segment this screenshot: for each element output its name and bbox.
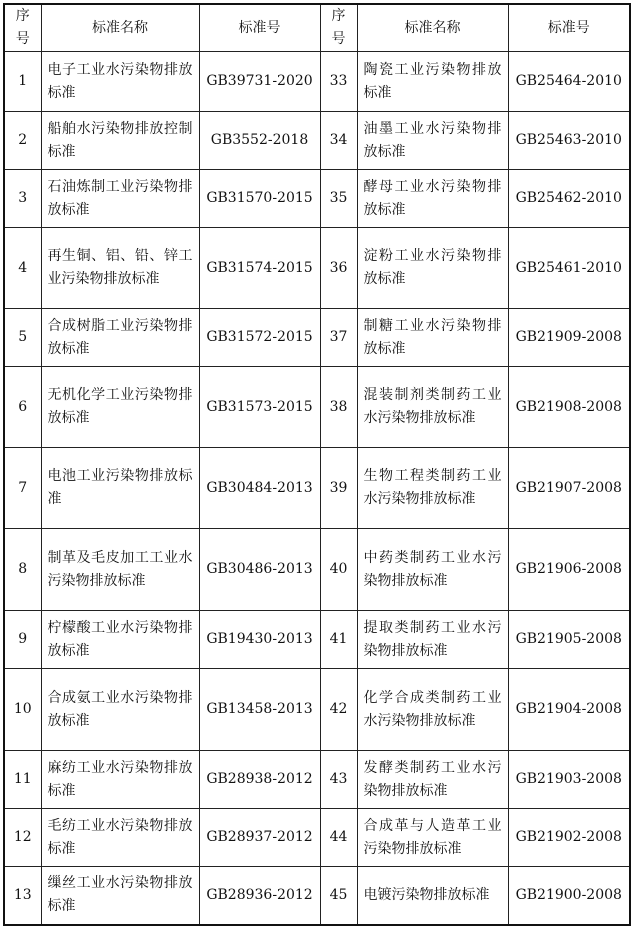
table-row	[4, 170, 630, 228]
header-code: 标准号	[199, 4, 320, 52]
table-row	[4, 367, 630, 448]
standard-code: GB19430-2013	[199, 611, 320, 669]
row-index-right: 41	[320, 611, 357, 669]
table-row	[4, 529, 630, 611]
standard-code-right: GB21902-2008	[508, 809, 630, 867]
row-index: 5	[4, 309, 41, 367]
standard-name-right: 化学合成类制药工业水污染物排放标准	[357, 669, 508, 751]
standard-name: 合成氨工业水污染物排放标准	[41, 669, 199, 751]
row-index-right: 33	[320, 52, 357, 112]
standard-code: GB13458-2013	[199, 669, 320, 751]
standard-name-right: 中药类制药工业水污染物排放标准	[357, 529, 508, 611]
standard-code: GB3552-2018	[199, 112, 320, 170]
row-index-right: 43	[320, 751, 357, 809]
row-index: 7	[4, 448, 41, 529]
standard-name-right: 发酵类制药工业水污染物排放标准	[357, 751, 508, 809]
standard-name: 电池工业污染物排放标准	[41, 448, 199, 529]
standard-name-right: 生物工程类制药工业水污染物排放标准	[357, 448, 508, 529]
standard-name: 电子工业水污染物排放标准	[41, 52, 199, 112]
standard-code: GB31570-2015	[199, 170, 320, 228]
standard-name-right: 混装制剂类制药工业水污染物排放标准	[357, 367, 508, 448]
row-index-right: 38	[320, 367, 357, 448]
standard-name: 缫丝工业水污染物排放标准	[41, 867, 199, 925]
table-body	[4, 52, 630, 925]
row-index: 12	[4, 809, 41, 867]
standard-name: 毛纺工业水污染物排放标准	[41, 809, 199, 867]
standard-code-right: GB25462-2010	[508, 170, 630, 228]
row-index: 10	[4, 669, 41, 751]
standard-name: 合成树脂工业污染物排放标准	[41, 309, 199, 367]
table-row	[4, 809, 630, 867]
standard-code: GB31573-2015	[199, 367, 320, 448]
row-index: 3	[4, 170, 41, 228]
row-index-right: 40	[320, 529, 357, 611]
row-index-right: 45	[320, 867, 357, 925]
standard-code-right: GB21900-2008	[508, 867, 630, 925]
standard-code-right: GB25461-2010	[508, 228, 630, 309]
standard-code: GB31572-2015	[199, 309, 320, 367]
standard-code-right: GB21907-2008	[508, 448, 630, 529]
row-index: 8	[4, 529, 41, 611]
row-index-right: 37	[320, 309, 357, 367]
standard-name-right: 合成革与人造革工业污染物排放标准	[357, 809, 508, 867]
standard-name-right: 制糖工业水污染物排放标准	[357, 309, 508, 367]
standard-name-right: 淀粉工业水污染物排放标准	[357, 228, 508, 309]
standard-code-right: GB21905-2008	[508, 611, 630, 669]
row-index-right: 36	[320, 228, 357, 309]
standard-name: 石油炼制工业污染物排放标准	[41, 170, 199, 228]
row-index: 11	[4, 751, 41, 809]
standard-code: GB30486-2013	[199, 529, 320, 611]
standard-code: GB28936-2012	[199, 867, 320, 925]
standard-code: GB39731-2020	[199, 52, 320, 112]
standard-name: 船舶水污染物排放控制标准	[41, 112, 199, 170]
row-index: 9	[4, 611, 41, 669]
row-index: 1	[4, 52, 41, 112]
row-index-right: 34	[320, 112, 357, 170]
row-index: 2	[4, 112, 41, 170]
table-row	[4, 751, 630, 809]
row-index: 4	[4, 228, 41, 309]
header-name: 标准名称	[41, 4, 199, 52]
standard-name-right: 电镀污染物排放标准	[357, 867, 508, 925]
standard-name: 制革及毛皮加工工业水污染物排放标准	[41, 529, 199, 611]
header-name-right: 标准名称	[357, 4, 508, 52]
standard-code: GB30484-2013	[199, 448, 320, 529]
row-index-right: 44	[320, 809, 357, 867]
standard-code: GB31574-2015	[199, 228, 320, 309]
standard-code: GB28937-2012	[199, 809, 320, 867]
standard-name-right: 油墨工业水污染物排放标准	[357, 112, 508, 170]
row-index-right: 42	[320, 669, 357, 751]
standard-name: 无机化学工业污染物排放标准	[41, 367, 199, 448]
table-row	[4, 611, 630, 669]
table-row	[4, 867, 630, 925]
table-row	[4, 52, 630, 112]
row-index-right: 39	[320, 448, 357, 529]
header-index: 序号	[4, 4, 41, 52]
standard-code: GB28938-2012	[199, 751, 320, 809]
table-row	[4, 112, 630, 170]
standard-code-right: GB21903-2008	[508, 751, 630, 809]
row-index: 13	[4, 867, 41, 925]
standard-code-right: GB25464-2010	[508, 52, 630, 112]
standard-name: 柠檬酸工业水污染物排放标准	[41, 611, 199, 669]
standards-table	[3, 3, 631, 926]
table-row	[4, 669, 630, 751]
table-row	[4, 309, 630, 367]
standard-name-right: 陶瓷工业污染物排放标准	[357, 52, 508, 112]
header-index-right: 序号	[320, 4, 357, 52]
standard-name-right: 提取类制药工业水污染物排放标准	[357, 611, 508, 669]
table-header-row	[4, 4, 630, 52]
table-row	[4, 448, 630, 529]
table-row	[4, 228, 630, 309]
standard-name-right: 酵母工业水污染物排放标准	[357, 170, 508, 228]
standard-name: 再生铜、铝、铅、锌工业污染物排放标准	[41, 228, 199, 309]
standard-code-right: GB21906-2008	[508, 529, 630, 611]
standard-code-right: GB21904-2008	[508, 669, 630, 751]
row-index-right: 35	[320, 170, 357, 228]
header-code-right: 标准号	[508, 4, 630, 52]
standard-code-right: GB25463-2010	[508, 112, 630, 170]
standard-code-right: GB21909-2008	[508, 309, 630, 367]
row-index: 6	[4, 367, 41, 448]
standard-code-right: GB21908-2008	[508, 367, 630, 448]
standard-name: 麻纺工业水污染物排放标准	[41, 751, 199, 809]
